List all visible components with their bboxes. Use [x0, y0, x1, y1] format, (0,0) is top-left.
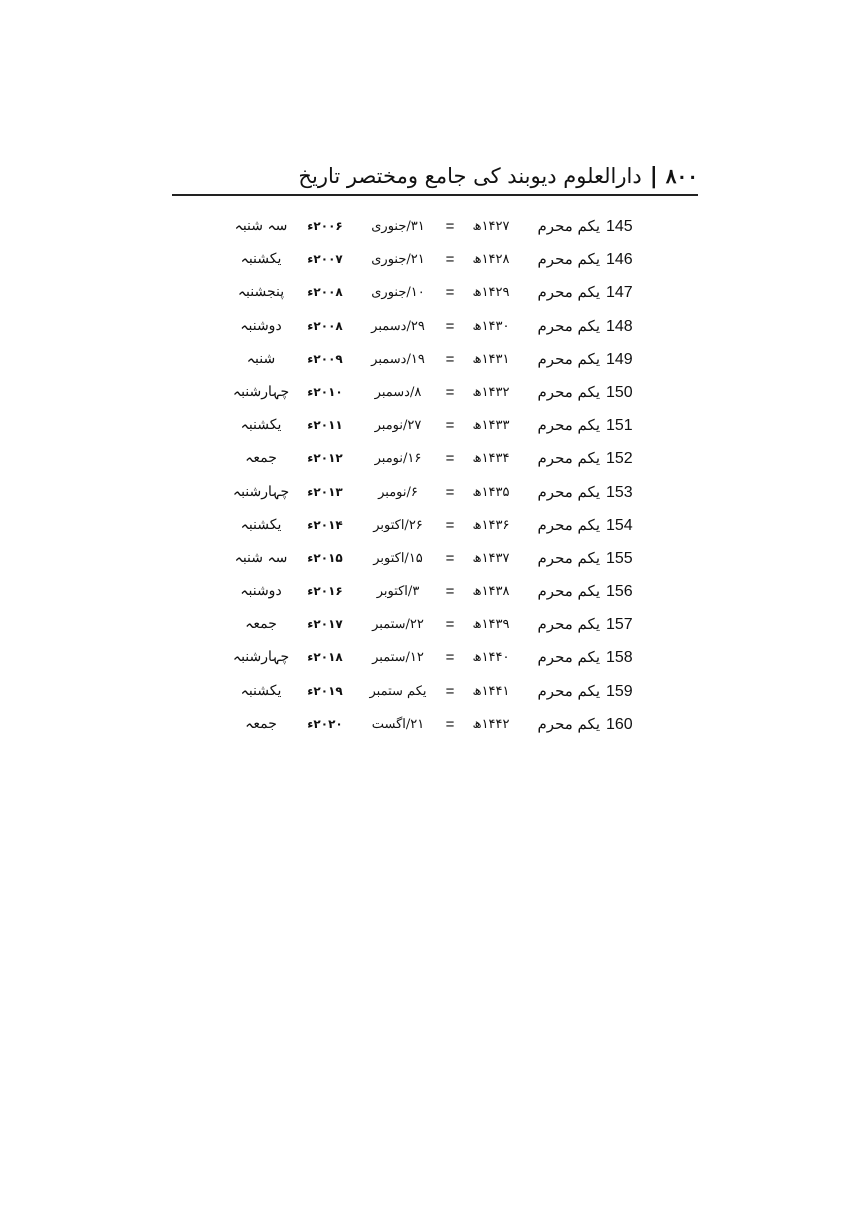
row-number: 149: [606, 350, 633, 368]
row-number: 154: [606, 516, 633, 534]
row-number: 157: [606, 616, 633, 634]
hijri-year: ۱۴۳۵ھ: [472, 484, 510, 500]
hijri-year: ۱۴۳۷ھ: [472, 550, 510, 566]
weekday: چہارشنبہ: [232, 649, 290, 666]
gregorian-year: ۲۰۰۸ء: [307, 318, 343, 333]
hijri-year: ۱۴۳۲ھ: [472, 384, 510, 400]
hijri-year: ۱۴۴۱ھ: [472, 683, 510, 699]
gregorian-date: ۳۱/جنوری: [371, 219, 425, 234]
weekday: چہارشنبہ: [232, 383, 290, 400]
gregorian-year: ۲۰۱۴ء: [307, 517, 343, 532]
hijri-year: ۱۴۳۶ھ: [472, 517, 510, 533]
gregorian-year: ۲۰۰۶ء: [307, 219, 343, 233]
muharram-label: یکم محرم: [537, 582, 600, 601]
gregorian-year: ۲۰۱۷ء: [307, 617, 343, 632]
gregorian-date: ۳/اکتوبر: [376, 584, 420, 600]
weekday: یکشنبہ: [240, 516, 282, 533]
page-number: ۸۰۰: [665, 164, 698, 188]
gregorian-year: ۲۰۲۰ء: [307, 716, 343, 731]
row-number: 156: [606, 583, 633, 601]
gregorian-date: ۱۲/ستمبر: [372, 650, 424, 666]
weekday: جمعہ: [245, 715, 277, 732]
equals-sign: =: [445, 616, 455, 634]
muharram-label: یکم محرم: [537, 681, 600, 700]
equals-sign: =: [445, 649, 455, 667]
gregorian-year: ۲۰۰۹ء: [307, 351, 343, 366]
equals-sign: =: [445, 218, 455, 235]
equals-sign: =: [445, 715, 455, 733]
hijri-year: ۱۴۳۹ھ: [472, 617, 510, 633]
weekday: دوشنبہ: [240, 317, 282, 334]
hijri-year: ۱۴۲۷ھ: [472, 219, 510, 234]
running-header: [172, 158, 698, 194]
gregorian-date: ۲۱/اگست: [371, 716, 425, 732]
muharram-label: یکم محرم: [537, 648, 600, 667]
gregorian-year: ۲۰۱۶ء: [307, 584, 343, 599]
gregorian-date: ۱۵/اکتوبر: [373, 550, 423, 566]
gregorian-date: ۸/دسمبر: [374, 384, 422, 400]
weekday: سہ شنبہ: [234, 549, 288, 566]
book-title: دارالعلوم دیوبند کی جامع ومختصر تاریخ: [298, 164, 642, 188]
row-number: 153: [606, 483, 633, 501]
hijri-year: ۱۴۲۸ھ: [472, 252, 510, 268]
weekday: چہارشنبہ: [232, 483, 290, 500]
gregorian-date: ۱۰/جنوری: [371, 285, 425, 301]
table-row: [230, 476, 650, 509]
equals-sign: =: [445, 284, 455, 302]
muharram-label: یکم محرم: [537, 482, 600, 501]
hijri-year: ۱۴۳۴ھ: [472, 451, 510, 467]
equals-sign: =: [445, 350, 455, 368]
row-number: 155: [606, 549, 633, 567]
muharram-label: یکم محرم: [537, 250, 600, 269]
table-row: [230, 675, 650, 708]
hijri-year: ۱۴۴۰ھ: [472, 650, 510, 666]
table-row: [230, 409, 650, 442]
weekday: شنبہ: [246, 350, 276, 367]
gregorian-date: ۲۲/ستمبر: [372, 617, 424, 633]
gregorian-date: ۲۷/نومبر: [374, 418, 422, 434]
gregorian-date: ۶/نومبر: [378, 484, 418, 500]
row-number: 151: [606, 417, 633, 435]
muharram-label: یکم محرم: [537, 382, 600, 401]
table-row: [230, 276, 650, 309]
row-number: 158: [606, 649, 633, 667]
muharram-label: یکم محرم: [537, 349, 600, 368]
table-row: [230, 243, 650, 276]
muharram-label: یکم محرم: [537, 449, 600, 468]
equals-sign: =: [445, 516, 455, 534]
muharram-label: یکم محرم: [537, 515, 600, 534]
gregorian-year: ۲۰۱۹ء: [307, 683, 343, 698]
weekday: یکشنبہ: [240, 251, 282, 268]
hijri-year: ۱۴۳۳ھ: [472, 418, 510, 434]
equals-sign: =: [445, 682, 455, 700]
table-row: [230, 708, 650, 741]
table-row: [230, 343, 650, 376]
gregorian-year: ۲۰۱۲ء: [307, 451, 343, 466]
gregorian-year: ۲۰۱۳ء: [307, 484, 343, 499]
row-number: 160: [606, 715, 633, 733]
muharram-label: یکم محرم: [537, 714, 600, 733]
header-separator: |: [649, 163, 658, 189]
gregorian-year: ۲۰۱۸ء: [307, 650, 343, 665]
row-number: 145: [606, 218, 633, 235]
gregorian-year: ۲۰۱۱ء: [307, 418, 343, 433]
table-row: [230, 542, 650, 575]
equals-sign: =: [445, 417, 455, 435]
gregorian-date: ۲۱/جنوری: [371, 252, 425, 268]
gregorian-date: ۲۶/اکتوبر: [373, 517, 423, 533]
dates-table: [230, 210, 650, 741]
row-number: 150: [606, 383, 633, 401]
muharram-label: یکم محرم: [537, 283, 600, 302]
weekday: جمعہ: [245, 616, 277, 633]
muharram-label: یکم محرم: [537, 316, 600, 335]
weekday: دوشنبہ: [240, 583, 282, 600]
weekday: یکشنبہ: [240, 417, 282, 434]
weekday: جمعہ: [245, 450, 277, 467]
muharram-label: یکم محرم: [537, 548, 600, 567]
gregorian-date: ۱۶/نومبر: [374, 451, 422, 467]
gregorian-year: ۲۰۰۷ء: [307, 252, 343, 267]
hijri-year: ۱۴۳۰ھ: [472, 318, 510, 334]
row-number: 159: [606, 682, 633, 700]
gregorian-date: یکم ستمبر: [369, 683, 427, 699]
table-row: [230, 608, 650, 641]
header-rule: [172, 194, 698, 196]
table-row: [230, 210, 650, 243]
gregorian-year: ۲۰۱۰ء: [307, 384, 343, 399]
equals-sign: =: [445, 317, 455, 335]
table-row: [230, 575, 650, 608]
table-row: [230, 509, 650, 542]
hijri-year: ۱۴۲۹ھ: [472, 285, 510, 301]
weekday: سہ شنبہ: [234, 218, 288, 234]
row-number: 148: [606, 317, 633, 335]
gregorian-year: ۲۰۱۵ء: [307, 550, 343, 565]
row-number: 147: [606, 284, 633, 302]
muharram-label: یکم محرم: [537, 416, 600, 435]
table-row: [230, 376, 650, 409]
equals-sign: =: [445, 549, 455, 567]
weekday: یکشنبہ: [240, 682, 282, 699]
table-row: [230, 310, 650, 343]
equals-sign: =: [445, 450, 455, 468]
weekday: پنجشنبہ: [237, 284, 285, 301]
gregorian-year: ۲۰۰۸ء: [307, 285, 343, 300]
equals-sign: =: [445, 383, 455, 401]
equals-sign: =: [445, 483, 455, 501]
equals-sign: =: [445, 251, 455, 269]
hijri-year: ۱۴۴۲ھ: [472, 716, 510, 732]
hijri-year: ۱۴۳۱ھ: [472, 351, 510, 367]
hijri-year: ۱۴۳۸ھ: [472, 584, 510, 600]
equals-sign: =: [445, 583, 455, 601]
table-row: [230, 641, 650, 674]
row-number: 152: [606, 450, 633, 468]
row-number: 146: [606, 251, 633, 269]
gregorian-date: ۱۹/دسمبر: [371, 351, 425, 367]
muharram-label: یکم محرم: [537, 217, 600, 235]
muharram-label: یکم محرم: [537, 615, 600, 634]
table-row: [230, 442, 650, 475]
gregorian-date: ۲۹/دسمبر: [371, 318, 425, 334]
